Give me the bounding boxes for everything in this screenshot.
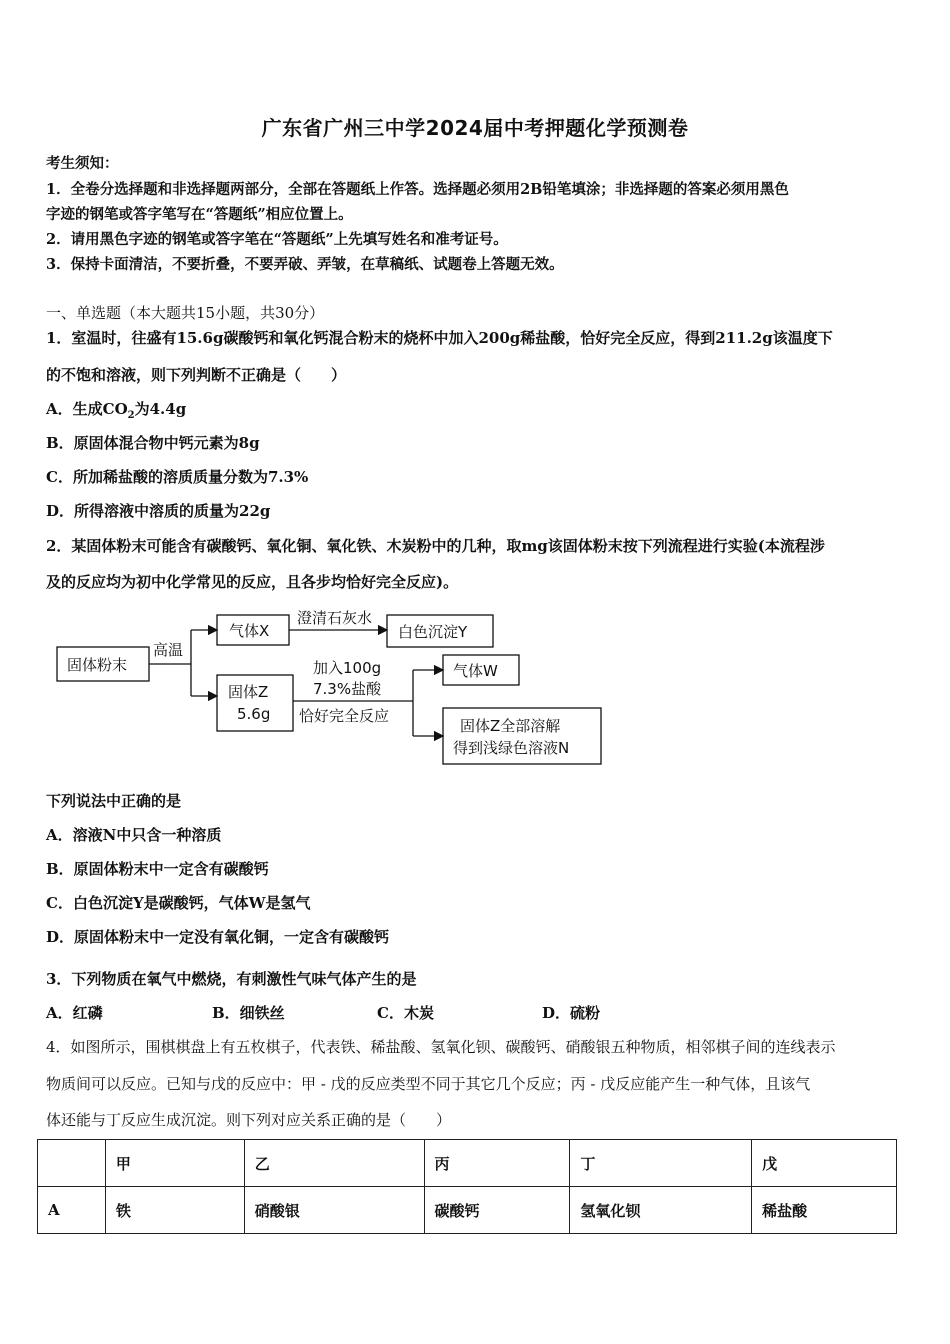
label-complete-reaction: 恰好完全反应 [299, 707, 390, 725]
label-solid-powder: 固体粉末 [67, 656, 128, 674]
q1-option-a-post: 为4.4g [134, 400, 187, 418]
table-header-cell: 丙 [424, 1140, 570, 1187]
label-high-temp: 高温 [153, 641, 184, 659]
label-solid-z-dissolved: 固体Z全部溶解 [460, 717, 561, 735]
q4-answer-table [37, 1139, 897, 1234]
label-solid-z: 固体Z [228, 683, 269, 701]
q2-stem-line1: 2．某固体粉末可能含有碳酸钙、氧化铜、氧化铁、木炭粉中的几种，取mg该固体粉末按下列流程进行实验(本流程涉 [46, 537, 825, 555]
notice-item-3: 3．保持卡面清洁，不要折叠，不要弄破、弄皱，在草稿纸、试题卷上答题无效。 [46, 256, 564, 273]
flowchart-diagram [55, 605, 615, 775]
q2-stem-line2: 及的反应均为初中化学常见的反应，且各步均恰好完全反应)。 [46, 573, 459, 591]
table-cell: 碳酸钙 [424, 1187, 570, 1234]
notice-item-1: 1．全卷分选择题和非选择题两部分，全部在答题纸上作答。选择题必须用2B铅笔填涂；非选择题的答案必须用黑色 [46, 181, 789, 198]
table-cell: A [38, 1187, 106, 1234]
table-cell: 氢氧化钡 [570, 1187, 752, 1234]
q1-option-c: C．所加稀盐酸的溶质质量分数为7.3% [46, 468, 309, 486]
q4-stem-line1: 4．如图所示，围棋棋盘上有五枚棋子，代表铁、稀盐酸、氢氧化钡、碳酸钙、硝酸银五种物质，相邻棋子间的连线表示 [46, 1038, 836, 1056]
q3-option-d: D．硫粉 [542, 1004, 601, 1022]
table-header-cell [38, 1140, 106, 1187]
table-header-row [38, 1140, 897, 1187]
table-cell: 稀盐酸 [752, 1187, 897, 1234]
label-limewater: 澄清石灰水 [297, 609, 373, 627]
label-solid-z-mass: 5.6g [237, 705, 271, 723]
notice-item-1-cont: 字迹的钢笔或答字笔写在“答题纸”相应位置上。 [46, 206, 353, 223]
q1-stem-line1: 1．室温时，往盛有15.6g碳酸钙和氧化钙混合粉末的烧杯中加入200g稀盐酸，恰好完全反应，得到211.2g该温度下 [46, 329, 833, 347]
q4-stem-line3: 体还能与丁反应生成沉淀。则下列对应关系正确的是（ ） [46, 1111, 452, 1129]
q2-prompt: 下列说法中正确的是 [46, 792, 182, 810]
q4-stem-line2: 物质间可以反应。已知与戊的反应中：甲 - 戊的反应类型不同于其它几个反应；丙 - 戊反应能产生一种气体，且该气 [46, 1075, 811, 1093]
label-hcl: 7.3%盐酸 [313, 680, 382, 698]
page-title: 广东省广州三中学2024届中考押题化学预测卷 [261, 116, 689, 140]
q3-option-b: B．细铁丝 [212, 1004, 285, 1022]
q1-option-b: B．原固体混合物中钙元素为8g [46, 434, 260, 452]
q2-option-c: C．白色沉淀Y是碳酸钙，气体W是氢气 [46, 894, 311, 912]
label-green-solution-n: 得到浅绿色溶液N [453, 739, 570, 757]
label-add-100g: 加入100g [313, 659, 382, 677]
q2-option-b: B．原固体粉末中一定含有碳酸钙 [46, 860, 269, 878]
notice-item-2: 2．请用黑色字迹的钢笔或答字笔在“答题纸”上先填写姓名和准考证号。 [46, 231, 508, 248]
table-header-cell: 戊 [752, 1140, 897, 1187]
label-white-precipitate-y: 白色沉淀Y [398, 623, 468, 641]
q3-option-a: A．红磷 [46, 1004, 103, 1022]
q2-option-a: A．溶液N中只含一种溶质 [46, 826, 222, 844]
notice-heading: 考生须知： [46, 155, 119, 172]
q3-option-c: C．木炭 [377, 1004, 434, 1022]
table-header-cell: 甲 [105, 1140, 244, 1187]
section-heading: 一、单选题（本大题共15小题，共30分） [46, 304, 325, 322]
q1-option-a [46, 398, 186, 421]
label-gas-w: 气体W [453, 662, 498, 680]
q1-stem-line2: 的不饱和溶液，则下列判断不正确是（ ） [46, 366, 347, 384]
q1-option-a-pre: A．生成CO [46, 400, 128, 418]
table-cell: 硝酸银 [244, 1187, 424, 1234]
table-header-cell: 乙 [244, 1140, 424, 1187]
table-header-cell: 丁 [570, 1140, 752, 1187]
q2-option-d: D．原固体粉末中一定没有氧化铜，一定含有碳酸钙 [46, 928, 390, 946]
table-row [38, 1187, 897, 1234]
q1-option-d: D．所得溶液中溶质的质量为22g [46, 502, 271, 520]
q3-stem: 3．下列物质在氧气中燃烧，有刺激性气味气体产生的是 [46, 970, 417, 988]
table-cell: 铁 [105, 1187, 244, 1234]
q1-option-a-sub: 2 [127, 410, 135, 421]
label-gas-x: 气体X [229, 622, 270, 640]
